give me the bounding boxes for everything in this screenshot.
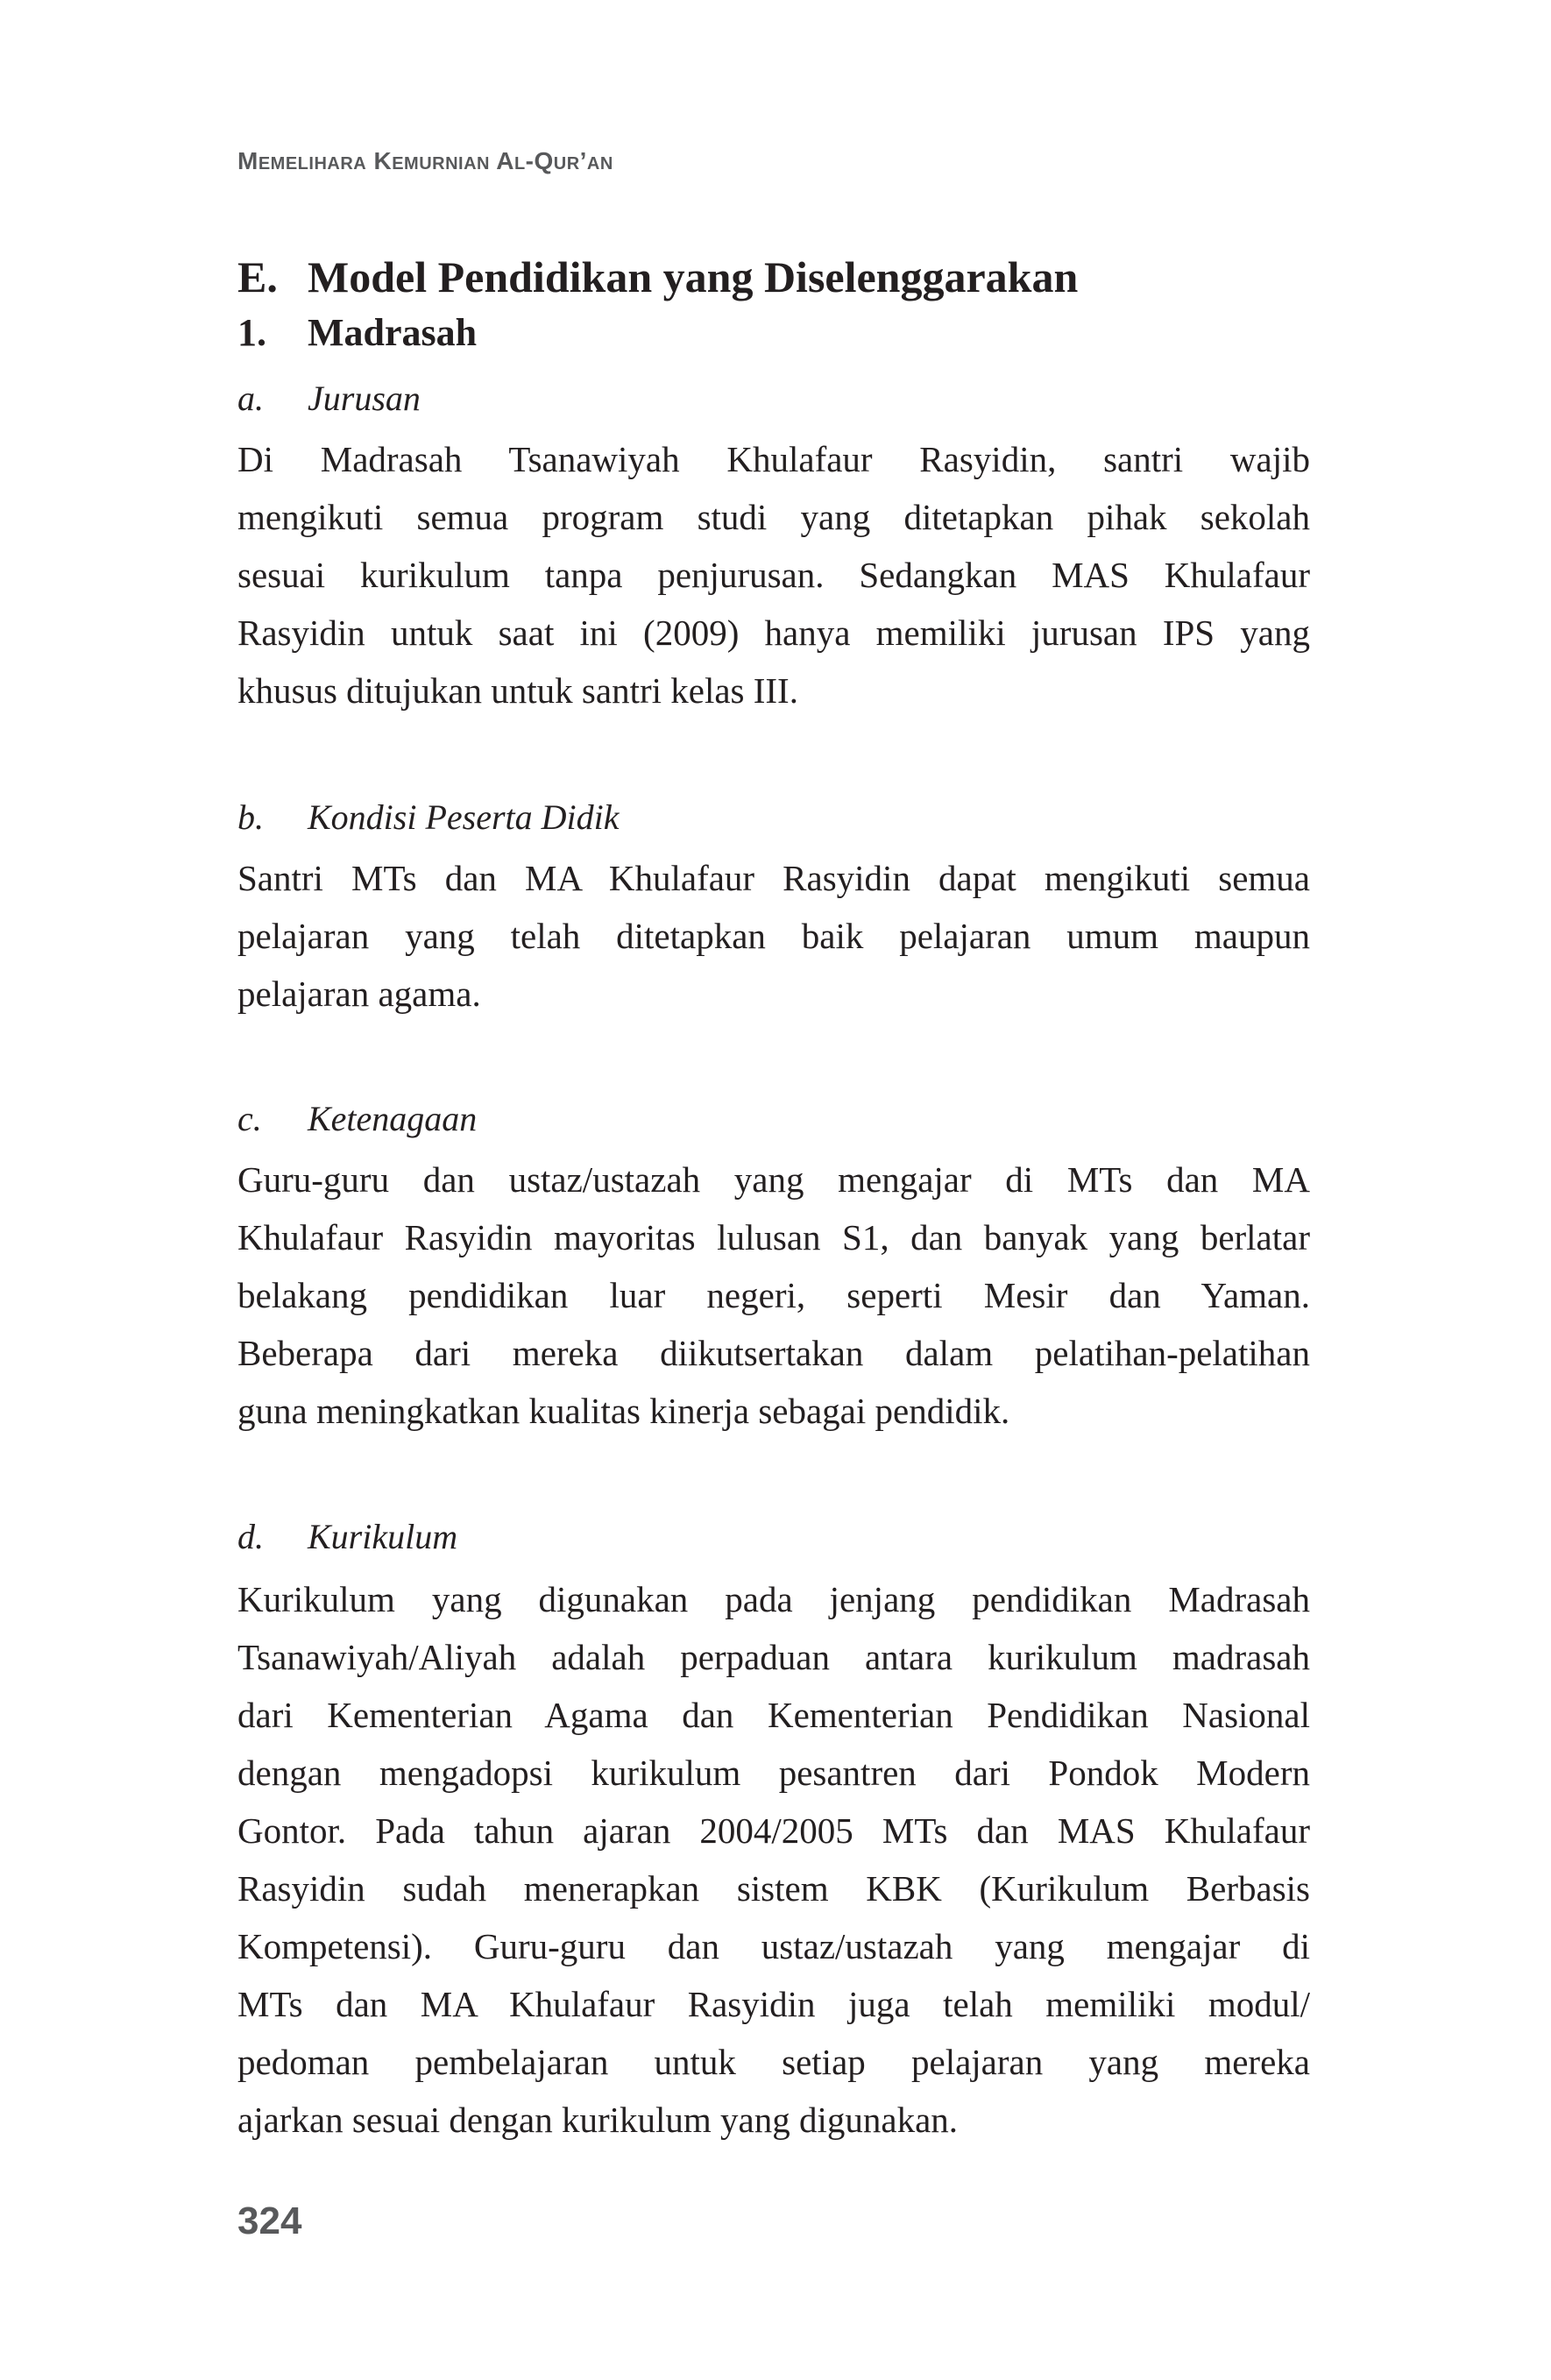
text-line: Beberapa dari mereka diikutsertakan dalam pelatihan-pelatihan <box>237 1333 1310 1373</box>
text-line: Rasyidin sudah menerapkan sistem KBK (Kurikulum Berbasis <box>237 1868 1310 1909</box>
subheading-letter: b. <box>237 797 264 837</box>
subsection-heading <box>237 308 1310 358</box>
subheading-title: Kurikulum <box>308 1517 458 1556</box>
text-line: Kompetensi). Guru-guru dan ustaz/ustazah yang mengajar di <box>237 1926 1310 1966</box>
subheading-letter: c. <box>237 1099 262 1138</box>
text-line: khusus ditujukan untuk santri kelas III. <box>237 670 798 711</box>
page-number: 324 <box>237 2199 302 2242</box>
subheading-kondisi-peserta-didik <box>237 789 1310 846</box>
subheading-letter: a. <box>237 379 264 418</box>
text-line: pedoman pembelajaran untuk setiap pelajaran yang mereka <box>237 2042 1310 2082</box>
text-line: Rasyidin untuk saat ini (2009) hanya memiliki jurusan IPS yang <box>237 613 1310 653</box>
text-line: ajarkan sesuai dengan kurikulum yang digunakan. <box>237 2100 959 2140</box>
subheading-kurikulum <box>237 1508 1310 1566</box>
text-line: Tsanawiyah/Aliyah adalah perpaduan antara kurikulum madrasah <box>237 1637 1310 1677</box>
subheading-ketenagaan <box>237 1090 1310 1148</box>
subsection-number: 1. <box>237 311 266 354</box>
text-line: pelajaran agama. <box>237 974 481 1014</box>
text-line: belakang pendidikan luar negeri, seperti Mesir dan Yaman. <box>237 1275 1310 1315</box>
text-line: Santri MTs dan MA Khulafaur Rasyidin dapat mengikuti semua <box>237 858 1310 898</box>
subheading-title: Kondisi Peserta Didik <box>308 797 620 837</box>
text-line: Khulafaur Rasyidin mayoritas lulusan S1, dan banyak yang berlatar <box>237 1217 1310 1257</box>
subheading-title: Jurusan <box>308 379 421 418</box>
text-line: mengikuti semua program studi yang ditetapkan pihak sekolah <box>237 497 1310 537</box>
subsection-title: Madrasah <box>308 311 478 354</box>
text-line: Gontor. Pada tahun ajaran 2004/2005 MTs dan MAS Khulafaur <box>237 1810 1310 1851</box>
section-heading <box>237 251 1310 303</box>
subheading-letter: d. <box>237 1517 264 1556</box>
paragraph-ketenagaan <box>237 1151 1310 1440</box>
running-header: Memelihara Kemurnian Al-Qur’an <box>237 147 613 174</box>
paragraph-kurikulum <box>237 1570 1310 2149</box>
text-line: pelajaran yang telah ditetapkan baik pelajaran umum maupun <box>237 916 1310 956</box>
paragraph-jurusan <box>237 430 1310 719</box>
text-line: dari Kementerian Agama dan Kementerian Pendidikan Nasional <box>237 1695 1310 1735</box>
text-line: Di Madrasah Tsanawiyah Khulafaur Rasyidin, santri wajib <box>237 439 1310 479</box>
section-title: Model Pendidikan yang Diselenggarakan <box>308 252 1079 301</box>
text-line: Guru-guru dan ustaz/ustazah yang mengajar di MTs dan MA <box>237 1159 1310 1200</box>
text-line: MTs dan MA Khulafaur Rasyidin juga telah memiliki modul/ <box>237 1984 1310 2024</box>
text-line: Kurikulum yang digunakan pada jenjang pendidikan Madrasah <box>237 1579 1310 1619</box>
subheading-jurusan <box>237 370 1310 428</box>
subheading-title: Ketenagaan <box>308 1099 478 1138</box>
text-line: dengan mengadopsi kurikulum pesantren dari Pondok Modern <box>237 1753 1310 1793</box>
paragraph-kondisi-peserta-didik <box>237 849 1310 1023</box>
section-number: E. <box>237 252 278 301</box>
text-line: sesuai kurikulum tanpa penjurusan. Sedangkan MAS Khulafaur <box>237 555 1310 595</box>
text-line: guna meningkatkan kualitas kinerja sebagai pendidik. <box>237 1391 1010 1431</box>
